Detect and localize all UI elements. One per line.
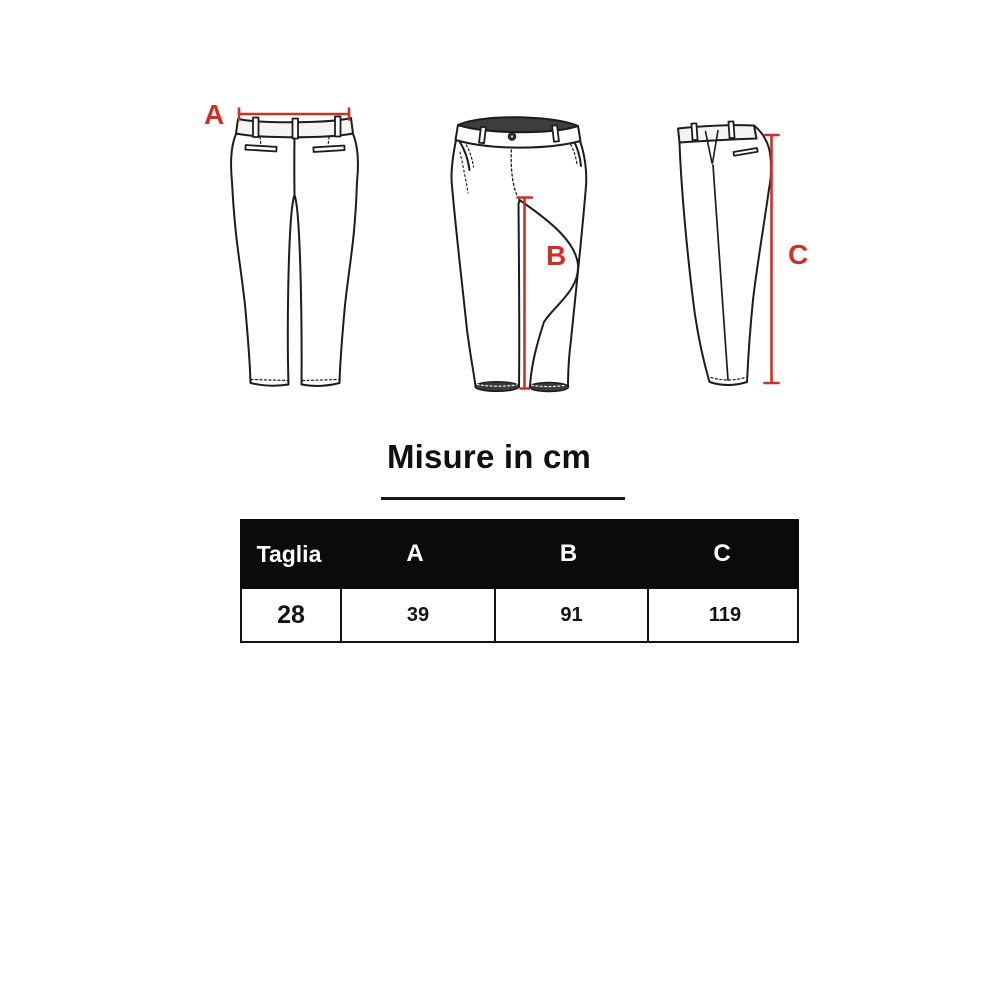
size-table <box>240 519 799 643</box>
header-cell-b: B <box>559 540 578 567</box>
back-pocket-welt <box>245 145 276 151</box>
cell-b-value: 91 <box>494 589 647 641</box>
cell-a-value: 39 <box>340 589 494 641</box>
belt-loop <box>552 125 559 141</box>
size-table-header-row <box>240 519 799 589</box>
pants-front-view-illustration <box>440 100 625 400</box>
cell-taglia-value: 28 <box>277 600 305 629</box>
belt-loop <box>335 117 341 137</box>
belt-loop <box>479 127 486 143</box>
measure-label-a: A <box>204 99 225 130</box>
back-pocket-welt <box>313 146 344 152</box>
header-cell-c: C <box>713 540 731 567</box>
title-underline <box>381 497 625 500</box>
header-cell-a: A <box>406 540 424 567</box>
measure-label-b: B <box>546 240 567 271</box>
belt-loop <box>691 123 697 140</box>
header-cell-taglia: Taglia <box>256 540 322 567</box>
page-title: Misure in cm <box>386 438 592 475</box>
belt-loop <box>253 118 259 138</box>
waist-button-center <box>511 136 513 138</box>
pants-back-view-illustration <box>200 90 390 400</box>
belt-loop <box>728 121 734 138</box>
belt-loop <box>293 119 299 139</box>
measure-label-c: C <box>788 239 809 270</box>
cell-c-value: 119 <box>647 589 801 641</box>
size-table-data-row <box>240 589 799 643</box>
